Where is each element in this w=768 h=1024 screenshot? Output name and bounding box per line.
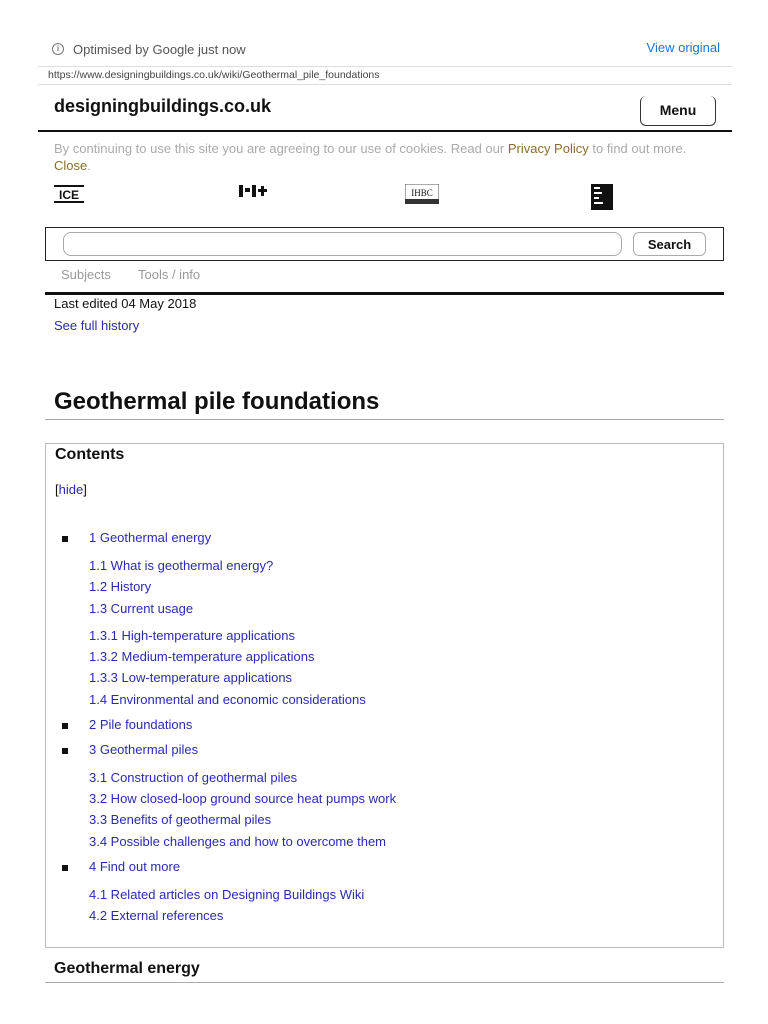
cookie-text: By continuing to use this site you are agreeing to our use of cookies. Read our xyxy=(54,141,508,156)
menu-button[interactable]: Menu xyxy=(640,96,716,126)
cookie-notice xyxy=(54,140,724,174)
search-input[interactable] xyxy=(63,232,622,256)
tabs-divider xyxy=(45,292,724,295)
optimised-notice xyxy=(52,40,246,58)
toc-hide-bracket-close: ] xyxy=(83,482,87,497)
toc-item-3-1[interactable]: 3.1 Construction of geothermal piles xyxy=(89,770,298,785)
toc-item-1-4[interactable]: 1.4 Environmental and economic considerations xyxy=(89,692,366,707)
toc-hide-toggle xyxy=(55,482,87,497)
toc-item-3-4[interactable]: 3.4 Possible challenges and how to overcome them xyxy=(89,834,387,849)
optimised-text: Optimised by Google just now xyxy=(73,41,246,57)
toc-heading: Contents xyxy=(55,446,125,463)
toc-item-1-1[interactable]: 1.1 What is geothermal energy? xyxy=(89,558,274,573)
cookie-text-after: to find out more. xyxy=(588,141,687,156)
cookie-close-suffix: . xyxy=(87,158,91,173)
page-title: Geothermal pile foundations xyxy=(54,388,380,415)
tab-subjects[interactable]: Subjects xyxy=(61,267,111,282)
toc-item-3[interactable]: 3 Geothermal piles xyxy=(89,742,199,757)
toc-hide-bracket-open: [ xyxy=(55,482,59,497)
toc-item-1[interactable]: 1 Geothermal energy xyxy=(89,530,212,545)
partner-logo-2[interactable] xyxy=(238,184,268,200)
toc-item-3-2[interactable]: 3.2 How closed-loop ground source heat pumps work xyxy=(89,791,397,806)
site-title[interactable]: designingbuildings.co.uk xyxy=(54,96,272,116)
cookie-close-link[interactable]: Close xyxy=(54,158,88,173)
last-edited: Last edited 04 May 2018 xyxy=(54,296,197,311)
section-divider xyxy=(45,982,724,983)
toc-item-2[interactable]: 2 Pile foundations xyxy=(89,717,193,732)
toc-item-3-3[interactable]: 3.3 Benefits of geothermal piles xyxy=(89,812,272,827)
toc-item-4[interactable]: 4 Find out more xyxy=(89,859,181,874)
toc-item-1-3-1[interactable]: 1.3.1 High-temperature applications xyxy=(89,628,295,643)
view-original-link[interactable]: View original xyxy=(646,40,720,55)
bullet-icon xyxy=(62,723,68,729)
section-heading: Geothermal energy xyxy=(54,960,200,977)
partner-logo-4[interactable] xyxy=(591,184,613,210)
info-icon: i xyxy=(52,43,64,55)
tab-tools-info[interactable]: Tools / info xyxy=(138,267,201,282)
toc-item-1-3-2[interactable]: 1.3.2 Medium-temperature applications xyxy=(89,649,315,664)
toc-item-1-3-3[interactable]: 1.3.3 Low-temperature applications xyxy=(89,670,293,685)
bullet-icon xyxy=(62,865,68,871)
toc-item-4-1[interactable]: 4.1 Related articles on Designing Buildings Wiki xyxy=(89,887,365,902)
toc-item-1-2[interactable]: 1.2 History xyxy=(89,579,152,594)
ice-logo-text: ICE xyxy=(58,188,80,202)
header-divider xyxy=(38,130,732,132)
ihbc-logo[interactable] xyxy=(405,184,439,204)
toc-item-4-2[interactable]: 4.2 External references xyxy=(89,908,224,923)
ihbc-logo-text: IHBC xyxy=(411,188,433,198)
full-history-link[interactable]: See full history xyxy=(54,318,140,333)
toc-item-1-3[interactable]: 1.3 Current usage xyxy=(89,601,194,616)
bullet-icon xyxy=(62,748,68,754)
ice-logo[interactable] xyxy=(53,184,85,204)
privacy-policy-link[interactable]: Privacy Policy xyxy=(507,141,589,156)
search-button[interactable]: Search xyxy=(633,232,706,256)
title-divider xyxy=(45,419,724,420)
url-bar: https://www.designingbuildings.co.uk/wiki/Geothermal_pile_foundations xyxy=(38,66,732,85)
bullet-icon xyxy=(62,536,68,542)
toc-hide-link[interactable]: hide xyxy=(58,482,84,497)
